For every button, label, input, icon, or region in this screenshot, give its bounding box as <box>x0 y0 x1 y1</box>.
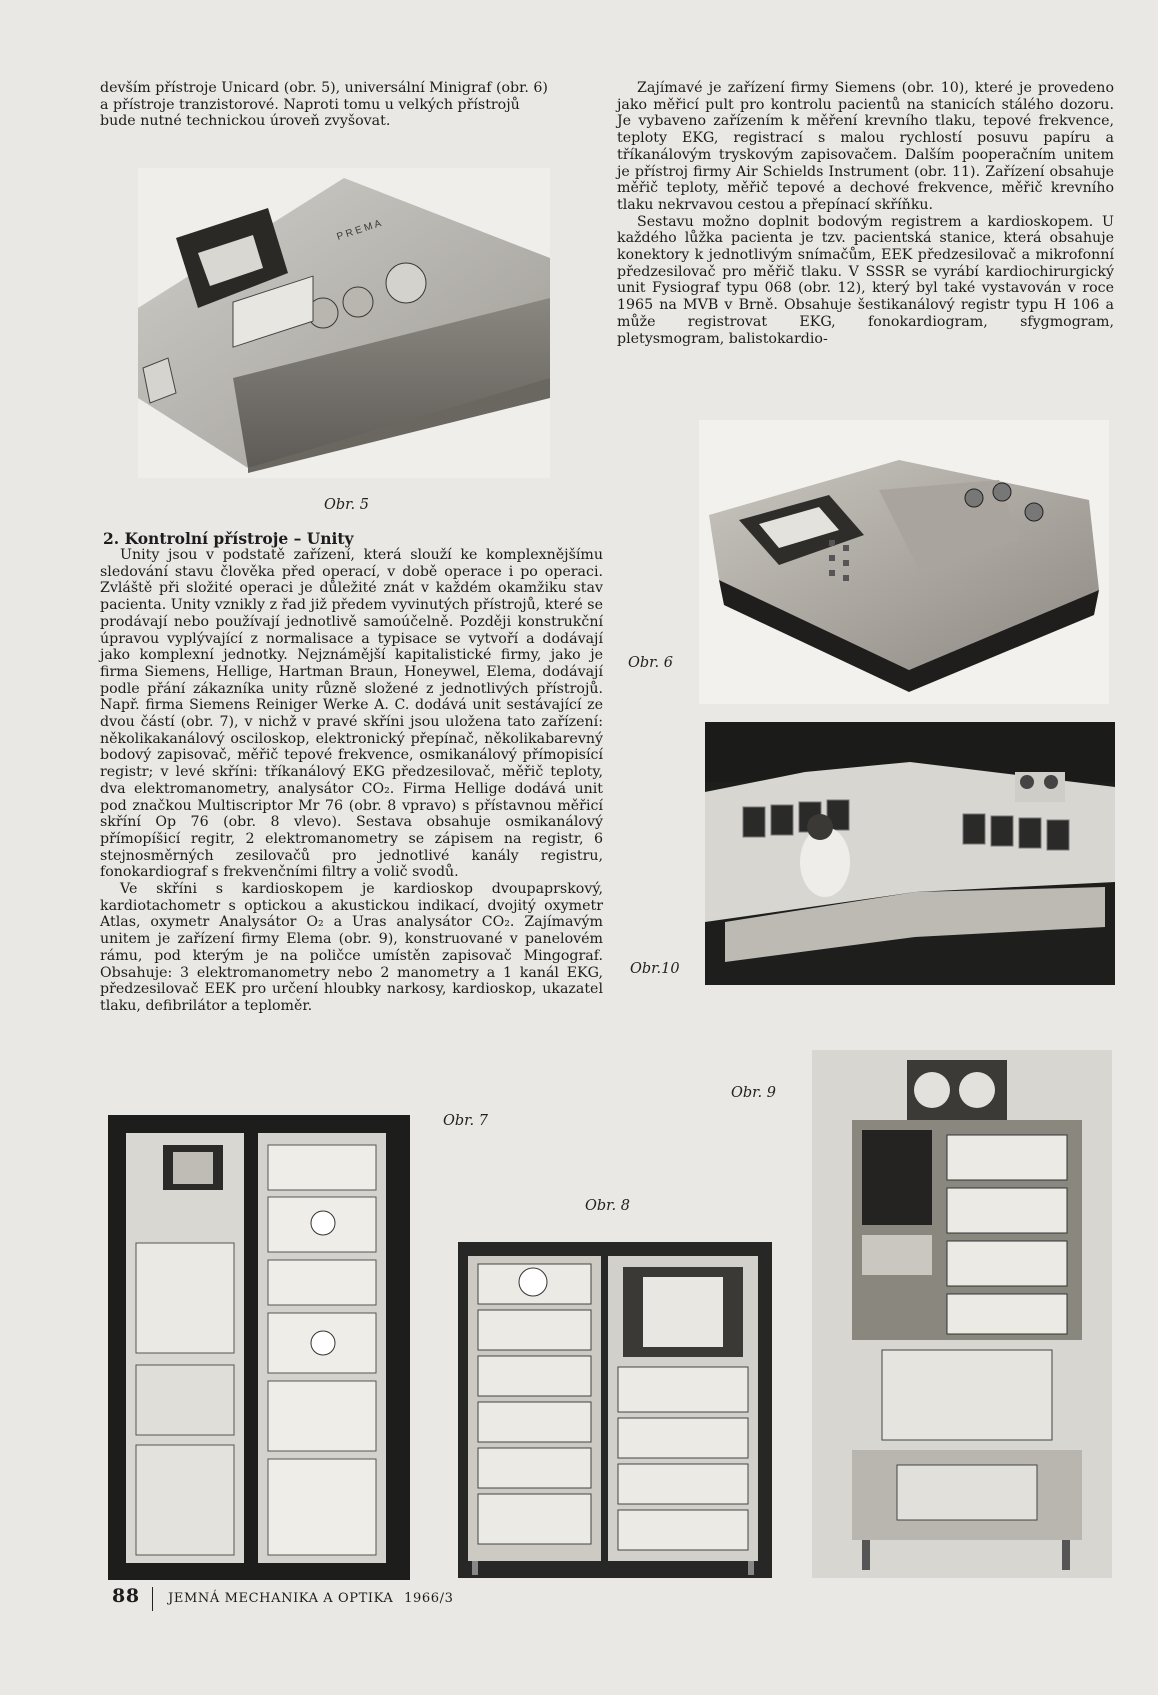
figure-obr8-caption: Obr. 8 <box>585 1198 630 1214</box>
figure-obr10-caption: Obr.10 <box>630 961 680 977</box>
footer-divider <box>152 1587 153 1611</box>
paragraph-kardioskop: Ve skříni s kardioskopem je kardioskop dvoupaprskový, kardiotachometr s optickou a akustickou indikací, dvojitý oxymetr Atlas, oxymetr Analysátor O₂ a Uras analysátor CO₂. Zajímavým unitem je zařízení firmy Elema (obr. 9), konstruované v panelovém rámu, pod kterým je na poličce umístěn zapisovač Mingograf. Obsahuje: 3 elektromanometry nebo 2 manometry a 1 kanál EKG, předzesilovač EEK pro určení hloubky narkosy, kardioskop, ukazatel tlaku, defibrilátor a teploměr. <box>100 881 603 1014</box>
figure-obr9-caption: Obr. 9 <box>731 1085 776 1101</box>
page-number: 88 <box>112 1585 140 1607</box>
figure-obr5-photo <box>138 168 550 478</box>
paragraph-fysiograf: Sestavu možno doplnit bodovým registrem a kardioskopem. U každého lůžka pacienta je tzv. pacientská stanice, která obsahuje konektory k jednotlivým snímačům, EEK předzesilovač a mikrofonní předzesilovač pro měřič tlaku. V SSSR se vyrábí kardiochirurgický unit Fysiograf typu 068 (obr. 12), který byl také vystavován v roce 1965 na MVB v Brně. Obsahuje šestikanálový registr typu H 106 a může registrovat EKG, fonokardiogram, sfygmogram, pletysmogram, balistokardio- <box>617 213 1114 347</box>
figure-obr8-photo <box>458 1242 772 1578</box>
prema-brand: P R E M A <box>335 218 383 243</box>
page-footer <box>112 1585 454 1611</box>
left-intro-text <box>100 80 592 130</box>
intro-line: a přístroje tranzistorové. Naproti tomu u velkých přístrojů <box>100 96 520 113</box>
figure-obr5-caption: Obr. 5 <box>324 497 369 513</box>
intro-line: bude nutné technickou úroveň zvyšovat. <box>100 113 391 130</box>
figure-obr9-photo <box>812 1050 1112 1578</box>
figure-obr10-photo <box>705 722 1115 985</box>
figure-obr6-photo <box>699 420 1109 704</box>
figure-obr7-caption: Obr. 7 <box>443 1113 488 1129</box>
intro-line: devším přístroje Unicard (obr. 5), universální Minigraf (obr. 6) <box>100 80 548 96</box>
journal-name: JEMNÁ MECHANIKA A OPTIKA <box>168 1591 394 1606</box>
paragraph-unity: Unity jsou v podstatě zařízení, která slouží ke komplexnějšímu sledování stavu člověka před operací, v době operace i po operaci. Zvláště při složité operaci je důležité znát v každém okamžiku stav pacienta. Unity vznikly z řad již předem vyvinutých přístrojů, které se prodávají nebo používají jednotlivě samoúčelně. Později konstrukční úpravou vyplývající z normalisace a typisace se vytvoří a dodávají jako komplexní jednotky. Nejznámější kapitalistické firmy, jako je firma Siemens, Hellige, Hartman Braun, Honeywel, Elema, dodávají podle přání zákazníka unity různě složené z jednotlivých přístrojů. Např. firma Siemens Reiniger Werke A. C. dodává unit sestávající ze dvou částí (obr. 7), v nichž v pravé skříni jsou uložena tato zařízení: několikakanálový osciloskop, elektronický přepínač, několikabarevný bodový zapisovač, měřič tepové frekvence, osmikanálový přímopisící registr; v levé skříni: tříkanálový EKG předzesilovač, měřič teploty, dva elektromanometry, analysátor CO₂. Firma Hellige dodává unit pod značkou Multiscriptor Mr 76 (obr. 8 vpravo) s přístavnou měřicí skříní Op 76 (obr. 8 vlevo). Sestava obsahuje osmikanálový přímopíšicí regitr, 2 elektromanometry se zápisem na registr, 6 stejnosměrných zesilovačů pro jednotlivé kanály registru, fonokardiograf s frekvenčními filtry a volič svodů. <box>100 547 603 881</box>
section-body-text <box>100 547 603 1015</box>
section-heading: 2. Kontrolní přístroje – Unity <box>103 529 354 548</box>
paragraph-siemens: Zajímavé je zařízení firmy Siemens (obr. 10), které je provedeno jako měřicí pult pro kontrolu pacientů na stanicích stálého dozoru. Je vybaveno zařízením k měření krevního tlaku, tepové frekvence, teploty EKG, registrací s malou rychlostí posuvu papíru a tříkanálovým tryskovým zapisovačem. Dalším pooperačním unitem je přístroj firmy Air Schields Instrument (obr. 11). Zařízení obsahuje měřič teploty, měřič tepové a dechové frekvence, měřič krevního tlaku nekrvavou cestou a přepínací skříňku. <box>617 80 1114 213</box>
right-column-text <box>617 80 1114 347</box>
figure-obr6-caption: Obr. 6 <box>628 655 673 671</box>
journal-issue: 1966/3 <box>404 1591 454 1606</box>
figure-obr7-photo <box>108 1115 410 1580</box>
